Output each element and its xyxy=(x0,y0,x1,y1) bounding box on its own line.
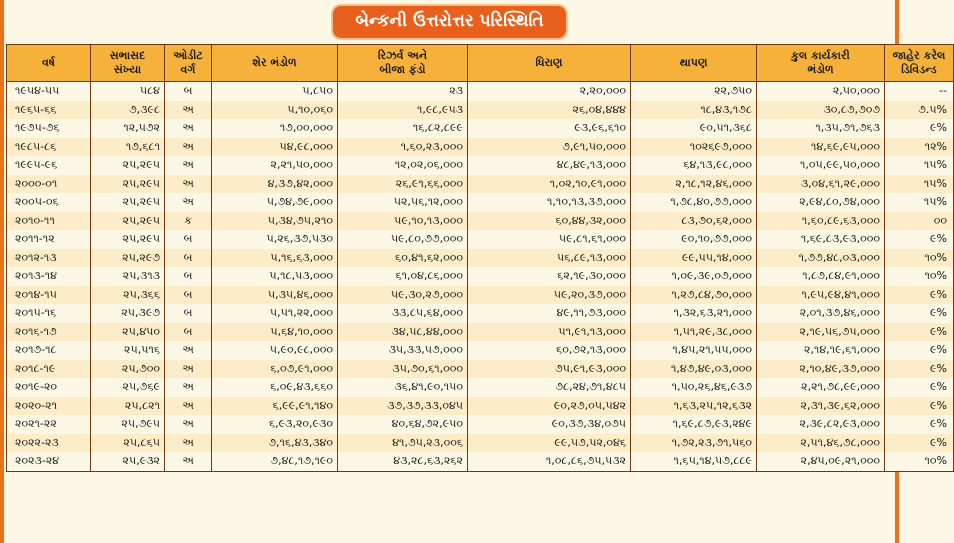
members-cell: ૧૭,૬૮૧ xyxy=(91,138,165,157)
deposits-cell: ૧,૫૦,૨૬,૪૬,૯૩૭ xyxy=(631,378,757,397)
deposits-cell: ૮૩,૭૦,૬૨,૦૦૦ xyxy=(631,212,757,231)
deposits-cell: ૯૦,૧૦,૭૭,૦૦૦ xyxy=(631,230,757,249)
working-capital-cell: ૨,૩૯,૮૨,૯૩,૦૦૦ xyxy=(757,415,885,434)
working-capital-cell: ૨,૯૪,૮૦,૭૪,૦૦૦ xyxy=(757,193,885,212)
working-capital-cell: ૨,૨૧,૭૮,૯૯,૦૦૦ xyxy=(757,378,885,397)
working-capital-cell: ૩,૦૪,૬૧,૨૯,૦૦૦ xyxy=(757,175,885,194)
share-capital-cell: ૪,૩૭,૪૨,૦૦૦ xyxy=(212,175,338,194)
share-capital-cell: ૨,૨૧,૫૦,૦૦૦ xyxy=(212,156,338,175)
members-cell: ૨૫,૨૯૫ xyxy=(91,175,165,194)
members-cell: ૨૫,૩૧૩ xyxy=(91,267,165,286)
year-cell: ૧૯૬૫-૬૬ xyxy=(7,101,91,120)
working-capital-cell: ૩૦,૮૭,૭૦૭ xyxy=(757,101,885,120)
dividend-cell: ૧૫% xyxy=(885,175,954,194)
audit-class-cell: બ xyxy=(165,249,212,268)
table-row xyxy=(7,434,954,453)
dividend-cell: ૧૫% xyxy=(885,193,954,212)
members-cell: ૧૨,૫૭૨ xyxy=(91,119,165,138)
table-row xyxy=(7,286,954,305)
share-capital-cell: ૬,૦૯,૪૩,૬૬૦ xyxy=(212,378,338,397)
reserves-cell: ૩૩,૮૫,૬૪,૦૦૦ xyxy=(338,304,468,323)
members-cell: ૨૫,૫૧૬ xyxy=(91,341,165,360)
members-cell: ૨૫,૨૯૫ xyxy=(91,212,165,231)
reserves-cell: ૧૬,૮૨,૮૯૯ xyxy=(338,119,468,138)
dividend-cell: ૧૦% xyxy=(885,267,954,286)
table-row xyxy=(7,452,954,471)
dividend-cell: -- xyxy=(885,82,954,101)
share-capital-cell: ૭,૪૮,૧૭,૧૯૦ xyxy=(212,452,338,471)
table-row xyxy=(7,175,954,194)
advances-cell: ૫૧,૯૧,૧૩,૦૦૦ xyxy=(468,323,631,342)
table-row xyxy=(7,138,954,157)
year-cell: ૧૯૫૪-૫૫ xyxy=(7,82,91,101)
table-row xyxy=(7,415,954,434)
deposits-cell: ૧,૬૩,૨૫,૧૨,૬૩૨ xyxy=(631,397,757,416)
share-capital-cell: ૫,૬૪,૧૦,૦૦૦ xyxy=(212,323,338,342)
reserves-cell: ૨૩ xyxy=(338,82,468,101)
deposits-cell: ૬૪,૧૩,૯૮,૦૦૦ xyxy=(631,156,757,175)
working-capital-cell: ૧,૩૫,૭૧,૭૬૩ xyxy=(757,119,885,138)
share-capital-cell: ૫,૧૬,૬૩,૦૦૦ xyxy=(212,249,338,268)
advances-cell: ૧,૦૮,૮૬,૭૫,૫૩૨ xyxy=(468,452,631,471)
dividend-cell: ૦૦ xyxy=(885,212,954,231)
members-cell: ૨૫,૭૯૫ xyxy=(91,415,165,434)
year-cell: ૨૦૧૬-૧૭ xyxy=(7,323,91,342)
header-row xyxy=(7,45,954,82)
members-cell: ૨૫,૪૫૦ xyxy=(91,323,165,342)
audit-class-cell: બ xyxy=(165,323,212,342)
working-capital-cell: ૨,૧૪,૧૯,૬૧,૦૦૦ xyxy=(757,341,885,360)
deposits-cell: ૧,૬૯,૮૭,૯૩,૨૪૯ xyxy=(631,415,757,434)
col-working-capital-header: કુલ કાર્યકારી ભંડોળ xyxy=(757,45,885,82)
deposits-cell: ૧,૭૮,૪૦,૭૭,૦૦૦ xyxy=(631,193,757,212)
members-cell: ૨૫,૭૬૯ xyxy=(91,378,165,397)
reserves-cell: ૫૨,૫૬,૧૨,૦૦૦ xyxy=(338,193,468,212)
year-cell: ૨૦૧૧-૧૨ xyxy=(7,230,91,249)
col-members-header: સભાસદ સંખ્યા xyxy=(91,45,165,82)
members-cell: ૨૫,૨૯૭ xyxy=(91,249,165,268)
year-cell: ૨૦૧૭-૧૮ xyxy=(7,341,91,360)
dividend-cell: ૧૦% xyxy=(885,452,954,471)
audit-class-cell: બ xyxy=(165,267,212,286)
audit-class-cell: બ xyxy=(165,82,212,101)
advances-cell: ૨,૨૦,૦૦૦ xyxy=(468,82,631,101)
advances-cell: ૧,૦૨,૧૦,૯૧,૦૦૦ xyxy=(468,175,631,194)
share-capital-cell: ૫,૮૫૦ xyxy=(212,82,338,101)
reserves-cell: ૧૨,૦૨,૦૬,૦૦૦ xyxy=(338,156,468,175)
col-share-capital-header: શેર ભંડોળ xyxy=(212,45,338,82)
share-capital-cell: ૬,૯૯,૯૧,૧૪૦ xyxy=(212,397,338,416)
year-cell: ૨૦૧૨-૧૩ xyxy=(7,249,91,268)
table-row xyxy=(7,397,954,416)
dividend-cell: ૯% xyxy=(885,415,954,434)
share-capital-cell: ૫,૫૧,૨૨,૦૦૦ xyxy=(212,304,338,323)
audit-class-cell: અ xyxy=(165,378,212,397)
share-capital-cell: ૫,૩૪,૭૫,૨૧૦ xyxy=(212,212,338,231)
audit-class-cell: અ xyxy=(165,101,212,120)
table-row xyxy=(7,323,954,342)
reserves-cell: ૩૪,૫૮,૪૪,૦૦૦ xyxy=(338,323,468,342)
deposits-cell: ૧૮,૪૩,૧૭૮ xyxy=(631,101,757,120)
advances-cell: ૯૩,૯૬,૬૧૦ xyxy=(468,119,631,138)
deposits-cell: ૯૦,૫૧,૩૬૮ xyxy=(631,119,757,138)
table-row xyxy=(7,360,954,379)
dividend-cell: ૯% xyxy=(885,304,954,323)
working-capital-cell: ૧,૦૫,૯૯,૫૦,૦૦૦ xyxy=(757,156,885,175)
audit-class-cell: બ xyxy=(165,304,212,323)
table-row xyxy=(7,101,954,120)
dividend-cell: ૧૦% xyxy=(885,249,954,268)
reserves-cell: ૪૧,૭૫,૨૩,૦૦૬ xyxy=(338,434,468,453)
dividend-cell: ૯% xyxy=(885,378,954,397)
page-title: બેન્કની ઉત્તરોત્તર પરિસ્થિતિ xyxy=(331,4,567,40)
members-cell: ૫૮૪ xyxy=(91,82,165,101)
table-row xyxy=(7,249,954,268)
reserves-cell: ૧,૯૮,૯૫૩ xyxy=(338,101,468,120)
deposits-cell: ૧,૪૭,૪૯,૦૩,૦૦૦ xyxy=(631,360,757,379)
year-cell: ૨૦૨૨-૨૩ xyxy=(7,434,91,453)
reserves-cell: ૫૯,૧૦,૧૩,૦૦૦ xyxy=(338,212,468,231)
reserves-cell: ૨૬,૯૧,૬૬,૦૦૦ xyxy=(338,175,468,194)
members-cell: ૨૫,૨૯૫ xyxy=(91,230,165,249)
audit-class-cell: અ xyxy=(165,360,212,379)
share-capital-cell: ૫૪,૯૮,૦૦૦ xyxy=(212,138,338,157)
advances-cell: ૯૦,૩૭,૩૪,૦૭૫ xyxy=(468,415,631,434)
reserves-cell: ૫૯,૮૦,૭૭,૦૦૦ xyxy=(338,230,468,249)
deposits-cell: ૧,૭૨,૨૩,૭૧,૫૬૦ xyxy=(631,434,757,453)
audit-class-cell: બ xyxy=(165,230,212,249)
working-capital-cell: ૨,૫૦,૦૦૦ xyxy=(757,82,885,101)
reserves-cell: ૪૩,૨૮,૬૩,૨૬૨ xyxy=(338,452,468,471)
audit-class-cell: અ xyxy=(165,397,212,416)
dividend-cell: ૯% xyxy=(885,397,954,416)
advances-cell: ૬૨,૧૯,૩૦,૦૦૦ xyxy=(468,267,631,286)
working-capital-cell: ૧,૬૯,૮૩,૯૩,૦૦૦ xyxy=(757,230,885,249)
advances-cell: ૯૦,૨૭,૦૫,૫૪૨ xyxy=(468,397,631,416)
share-capital-cell: ૫,૧૦,૦૬૦ xyxy=(212,101,338,120)
audit-class-cell: અ xyxy=(165,341,212,360)
table-row xyxy=(7,267,954,286)
dividend-cell: ૯% xyxy=(885,286,954,305)
audit-class-cell: અ xyxy=(165,452,212,471)
share-capital-cell: ૬,૯૩,૨૦,૯૩૦ xyxy=(212,415,338,434)
members-cell: ૨૫,૮૨૧ xyxy=(91,397,165,416)
dividend-cell: ૯% xyxy=(885,434,954,453)
share-capital-cell: ૫,૭૪,૭૯,૦૦૦ xyxy=(212,193,338,212)
dividend-cell: ૧૫% xyxy=(885,156,954,175)
members-cell: ૨૫,૩૬૬ xyxy=(91,286,165,305)
deposits-cell: ૧,૫૧,૨૯,૩૮,૦૦૦ xyxy=(631,323,757,342)
year-cell: ૨૦૦૫-૦૬ xyxy=(7,193,91,212)
members-cell: ૨૫,૨૯૫ xyxy=(91,156,165,175)
share-capital-cell: ૫,૯૦,૯૮,૦૦૦ xyxy=(212,341,338,360)
reserves-cell: ૬૦,૪૧,૬૨,૦૦૦ xyxy=(338,249,468,268)
advances-cell: ૭,૯૧,૫૦,૦૦૦ xyxy=(468,138,631,157)
deposits-cell: ૧૦૨૬૯૭,૦૦૦ xyxy=(631,138,757,157)
audit-class-cell: બ xyxy=(165,286,212,305)
deposits-cell: ૨,૧૮,૧૨,૪૬,૦૦૦ xyxy=(631,175,757,194)
table-row xyxy=(7,230,954,249)
audit-class-cell: અ xyxy=(165,193,212,212)
dividend-cell: ૭.૫% xyxy=(885,101,954,120)
working-capital-cell: ૨,૪૫,૦૯,૨૧,૦૦૦ xyxy=(757,452,885,471)
members-cell: ૨૫,૩૯૭ xyxy=(91,304,165,323)
col-deposits-header: થાપણ xyxy=(631,45,757,82)
working-capital-cell: ૧,૯૫,૯૪,૪૧,૦૦૦ xyxy=(757,286,885,305)
advances-cell: ૬૦,૪૪,૩૨,૦૦૦ xyxy=(468,212,631,231)
reserves-cell: ૧,૬૦,૨૩,૦૦૦ xyxy=(338,138,468,157)
advances-cell: ૭૮,૨૪,૭૧,૪૮૫ xyxy=(468,378,631,397)
advances-cell: ૫૯,૨૦,૩૭,૦૦૦ xyxy=(468,286,631,305)
table-row xyxy=(7,82,954,101)
deposits-cell: ૨૨,૭૫૦ xyxy=(631,82,757,101)
deposits-cell: ૧,૦૯,૩૯,૦૭,૦૦૦ xyxy=(631,267,757,286)
year-cell: ૨૦૨૦-૨૧ xyxy=(7,397,91,416)
table-row xyxy=(7,341,954,360)
table-row xyxy=(7,304,954,323)
title-banner xyxy=(0,4,899,40)
working-capital-cell: ૨,૧૯,૫૬,૭૫,૦૦૦ xyxy=(757,323,885,342)
table-body xyxy=(7,82,954,472)
table-row xyxy=(7,378,954,397)
dividend-cell: ૯% xyxy=(885,230,954,249)
year-cell: ૨૦૧૮-૧૯ xyxy=(7,360,91,379)
advances-cell: ૪૮,૪૯,૧૩,૦૦૦ xyxy=(468,156,631,175)
reserves-cell: ૩૭,૩૭,૩૩,૦૪૫ xyxy=(338,397,468,416)
audit-class-cell: અ xyxy=(165,434,212,453)
col-year-header: વર્ષ xyxy=(7,45,91,82)
year-cell: ૨૦૨૩-૨૪ xyxy=(7,452,91,471)
working-capital-cell: ૨,૫૧,૪૬,૭૮,૦૦૦ xyxy=(757,434,885,453)
members-cell: ૨૫,૭૦૦ xyxy=(91,360,165,379)
deposits-cell: ૯૯,૫૫,૧૪,૦૦૦ xyxy=(631,249,757,268)
reserves-cell: ૫૯,૩૦,૨૭,૦૦૦ xyxy=(338,286,468,305)
deposits-cell: ૧,૩૨,૬૩,૨૧,૦૦૦ xyxy=(631,304,757,323)
reserves-cell: ૬૧,૦૪,૮૬,૦૦૦ xyxy=(338,267,468,286)
col-reserves-header: રિઝર્વ અને બીજા ફંડો xyxy=(338,45,468,82)
year-cell: ૨૦૧૩-૧૪ xyxy=(7,267,91,286)
year-cell: ૧૯૯૫-૯૬ xyxy=(7,156,91,175)
audit-class-cell: અ xyxy=(165,175,212,194)
advances-cell: ૪૯,૧૧,૭૩,૦૦૦ xyxy=(468,304,631,323)
working-capital-cell: ૨,૦૧,૩૭,૪૬,૦૦૦ xyxy=(757,304,885,323)
dividend-cell: ૯% xyxy=(885,360,954,379)
dividend-cell: ૧૨% xyxy=(885,138,954,157)
working-capital-cell: ૧,૭૭,૪૮,૦૩,૦૦૦ xyxy=(757,249,885,268)
year-cell: ૨૦૦૦-૦૧ xyxy=(7,175,91,194)
bank-progress-table xyxy=(6,44,954,472)
advances-cell: ૧,૧૦,૧૩,૩૭,૦૦૦ xyxy=(468,193,631,212)
deposits-cell: ૧,૬૫,૧૪,૫૭,૮૮૯ xyxy=(631,452,757,471)
dividend-cell: ૯% xyxy=(885,323,954,342)
working-capital-cell: ૧૪,૬૯,૯૫,૦૦૦ xyxy=(757,138,885,157)
members-cell: ૨૫,૨૯૫ xyxy=(91,193,165,212)
share-capital-cell: ૫,૧૮,૫૩,૦૦૦ xyxy=(212,267,338,286)
audit-class-cell: અ xyxy=(165,119,212,138)
year-cell: ૨૦૧૫-૧૬ xyxy=(7,304,91,323)
reserves-cell: ૩૫,૭૦,૬૧,૦૦૦ xyxy=(338,360,468,379)
year-cell: ૨૦૧૪-૧૫ xyxy=(7,286,91,305)
members-cell: ૨૫,૮૬૫ xyxy=(91,434,165,453)
advances-cell: ૨૬,૦૪,૪૪૪ xyxy=(468,101,631,120)
reserves-cell: ૩૫,૩૩,૫૭,૦૦૦ xyxy=(338,341,468,360)
audit-class-cell: અ xyxy=(165,415,212,434)
advances-cell: ૬૦,૭૨,૧૩,૦૦૦ xyxy=(468,341,631,360)
advances-cell: ૫૬,૮૯,૧૩,૦૦૦ xyxy=(468,249,631,268)
working-capital-cell: ૨,૩૧,૩૯,૬૨,૦૦૦ xyxy=(757,397,885,416)
table-row xyxy=(7,119,954,138)
year-cell: ૨૦૧૦-૧૧ xyxy=(7,212,91,231)
advances-cell: ૫૯,૮૧,૬૧,૦૦૦ xyxy=(468,230,631,249)
share-capital-cell: ૫,૩૫,૪૬,૦૦૦ xyxy=(212,286,338,305)
table-row xyxy=(7,212,954,231)
share-capital-cell: ૫,૨૬,૩૭,૫૩૦ xyxy=(212,230,338,249)
working-capital-cell: ૧,૮૭,૮૪,૯૧,૦૦૦ xyxy=(757,267,885,286)
advances-cell: ૭૫,૯૧,૯૩,૦૦૦ xyxy=(468,360,631,379)
year-cell: ૨૦૧૯-૨૦ xyxy=(7,378,91,397)
share-capital-cell: ૬,૦૭,૯૧,૦૦૦ xyxy=(212,360,338,379)
year-cell: ૧૯૭૫-૭૬ xyxy=(7,119,91,138)
audit-class-cell: અ xyxy=(165,156,212,175)
reserves-cell: ૪૦,૬૪,૭૨,૯૫૦ xyxy=(338,415,468,434)
col-advances-header: ધિરાણ xyxy=(468,45,631,82)
table-header xyxy=(7,45,954,82)
audit-class-cell: ક xyxy=(165,212,212,231)
share-capital-cell: ૧૭,૦૦,૦૦૦ xyxy=(212,119,338,138)
working-capital-cell: ૧,૬૦,૮૯,૬૩,૦૦૦ xyxy=(757,212,885,231)
working-capital-cell: ૨,૧૦,૪૯,૩૭,૦૦૦ xyxy=(757,360,885,379)
table-row xyxy=(7,193,954,212)
col-audit-class-header: ઓડીટ વર્ગ xyxy=(165,45,212,82)
dividend-cell: ૯% xyxy=(885,119,954,138)
dividend-cell: ૯% xyxy=(885,341,954,360)
year-cell: ૧૯૮૫-૮૬ xyxy=(7,138,91,157)
share-capital-cell: ૭,૧૬,૪૩,૩૪૦ xyxy=(212,434,338,453)
reserves-cell: ૩૬,૪૧,૯૦,૧૫૦ xyxy=(338,378,468,397)
members-cell: ૭,૩૯૮ xyxy=(91,101,165,120)
deposits-cell: ૧,૪૫,૨૧,૫૫,૦૦૦ xyxy=(631,341,757,360)
deposits-cell: ૧,૨૭,૮૪,૭૦,૦૦૦ xyxy=(631,286,757,305)
col-dividend-header: જાહેર કરેલ ડિવિડન્ડ xyxy=(885,45,954,82)
year-cell: ૨૦૨૧-૨૨ xyxy=(7,415,91,434)
advances-cell: ૯૯,૫૭,૫૨,૦૪૬ xyxy=(468,434,631,453)
members-cell: ૨૫,૯૩૨ xyxy=(91,452,165,471)
audit-class-cell: અ xyxy=(165,138,212,157)
table-row xyxy=(7,156,954,175)
